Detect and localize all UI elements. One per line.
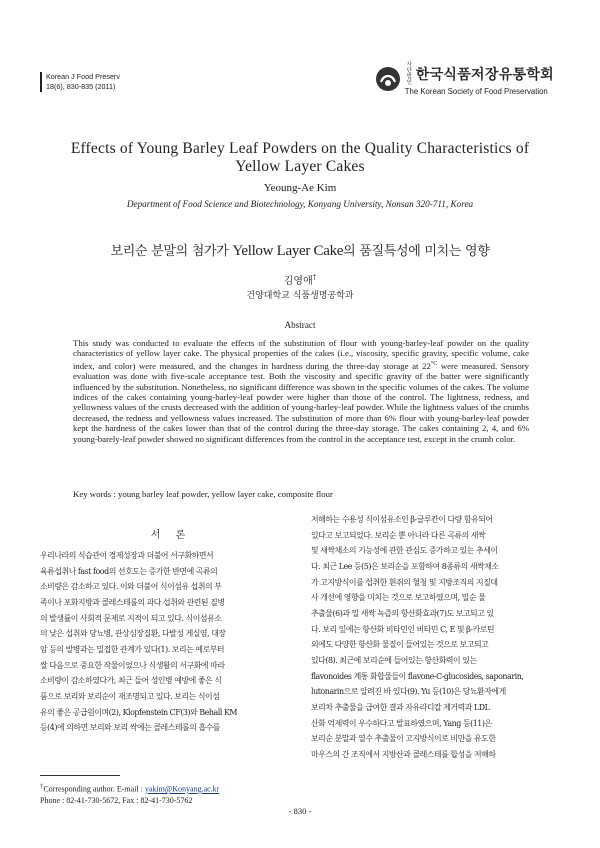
footnote — [40, 781, 219, 806]
body-text-line: 사 개선에 영향을 미치는 것으로 보고하였으며, 밀순 물 — [311, 593, 486, 603]
paper-title — [60, 140, 540, 176]
keywords: Key words : young barley leaf powder, yellow layer cake, composite flour — [73, 489, 333, 499]
body-text-line: 외에도 다양한 항산화 물질이 들어있는 것으로 보고되고 — [311, 640, 489, 650]
body-text-line: 다. 최근 Lee 등(5)은 보리순을 포함하여 8종류의 새싹채소 — [311, 561, 499, 571]
body-text-line: 육류섭취나 fast food의 선호도는 증가한 반면에 곡류의 — [40, 566, 218, 576]
body-text-line: 의 낮은 섭취와 당뇨병, 관상심장질환, 다발성 게실염, 대장 — [40, 629, 226, 639]
body-text-line: flavonoides 계통 화합물들이 flavone-C-glucosides, saponarin, — [311, 671, 524, 681]
body-text-line: 산화 억제력이 우수하다고 발표하였으며, Yang 등(11)은 — [311, 718, 492, 728]
body-text-line: 암 등의 발병과는 밀접한 관계가 있다(1). 보리는 예로부터 — [40, 644, 225, 654]
body-text-line: 우리나라의 식습관이 경제성장과 더불어 서구화하면서 — [40, 551, 214, 560]
abstract-text-1: This study was conducted to evaluate the effects of the substitution of flour with young-barley-leaf powder on the quality characteristics of yellow layer cake. The physical properties of the cakes (i.e., viscosity, specific gravity, specific volume, cake index, and color) were measured, and the changes in hardness during the three-day storage at 22 — [73, 338, 529, 371]
korean-title-en: Yellow Layer Cake — [232, 243, 344, 259]
paper-title-line1: Effects of Young Barley Leaf Powders on the Quality Characteristics of — [70, 140, 530, 157]
society-text — [405, 62, 554, 96]
korean-affiliation: 건양대학교 식품생명공학과 — [246, 291, 354, 301]
journal-reference — [40, 72, 120, 92]
paper-title-line2: Yellow Layer Cakes — [235, 158, 365, 175]
body-text-line: 있다(8). 최근에 보리순에 들어있는 항산화력이 있는 — [311, 655, 477, 665]
society-header — [375, 62, 554, 96]
body-text-line: 품으로 보리와 보리순이 재조명되고 있다. 보리는 식이섬 — [40, 691, 220, 701]
abstract-text-2: were measured. Sensory evaluation was done with five-scale acceptance test. Both the viscosity and specific gravity of the batter were significantly influenced by the substitution. Nonetheless, no significant difference was shown in the specific volumes of the cakes. The volume indices of the cakes containing young-barley-leaf powder were higher than those of the control. The lightness, redness, and yellowness values of the crusts decreased with the addition of young-barley-leaf powder. While the lightness values of the crumbs decreased, the redness and yellowness values increased. The substitution of more than 6% flour with young-barley-leaf powder kept the hardness of the cakes lower than that of the control during the three-day storage. The cakes containing 2, 4, and 6% young-barely-leaf powder showed no significant differences from the control in the acceptance test, except in the crumb color. — [73, 360, 529, 444]
page-number: - 830 - — [288, 806, 312, 816]
abstract-body — [73, 338, 529, 444]
body-text-line: 및 새싹채소의 기능성에 관한 관심도 증가하고 있는 추세이 — [311, 546, 498, 556]
body-column-left — [40, 548, 302, 736]
body-text-line: 가 고지방식이를 섭취한 흰쥐의 혈청 및 지방조직의 지질대 — [311, 577, 498, 587]
journal-volume: 18(6), 830-835 (2011) — [46, 82, 116, 91]
footnote-mark: † — [40, 783, 44, 790]
society-name-ko: 한국식품저장유통학회 — [415, 67, 554, 83]
body-text-line: 등(4)에 의하면 보리와 보리 싹에는 콜레스테롤의 흡수를 — [40, 723, 220, 733]
body-text-line: 보리차 추출물을 급여한 결과 자유라디칼 제거력과 LDL — [311, 702, 490, 712]
body-text-line: 추출물(6)과 밀 새싹 녹즙의 항산화효과(7)도 보고되고 있 — [311, 608, 494, 618]
email-link[interactable]: yakim@Konyang.ac.kr — [144, 784, 220, 794]
body-text-line: lutonarin으로 알려진 바 있다(9). Yu 등(10)은 당뇨환자에게 — [311, 687, 506, 697]
korean-title-pre: 보리순 분말의 첨가가 — [110, 244, 233, 259]
body-text-line: 다. 보리 잎에는 항산화 비타민인 비타민 C, E 및 β-카로틴 — [311, 624, 495, 634]
body-text-line: 저해하는 수용성 식이섬유소인 β-글루칸이 다량 함유되어 — [311, 515, 493, 524]
body-text-line: 의 발생률이 사회적 문제로 지적이 되고 있다. 식이섬유소 — [40, 613, 222, 623]
author-affiliation: Department of Food Science and Biotechnology, Konyang University, Nonsan 320-711, Korea — [126, 199, 474, 209]
body-text-line: 소비량이 감소하였다가, 최근 들어 성인병 예방에 좋은 식 — [40, 676, 222, 686]
korean-author-name: 김영애 — [283, 276, 313, 287]
body-text-line: 있다고 보고되었다. 보리순 뿐 아니라 다른 곡류의 새싹 — [311, 530, 486, 540]
society-type-label: 사단법인 — [406, 62, 412, 86]
body-text-line: 족이나 포화지방과 콜레스테롤의 과다 섭취와 관련된 질병 — [40, 597, 225, 607]
body-text-line: 쌀 다음으로 중요한 작물이었으나 식생활의 서구화에 따라 — [40, 660, 225, 670]
corresponding-mark: † — [312, 273, 317, 282]
korean-title-post: 의 품질특성에 미치는 영향 — [343, 244, 490, 259]
journal-name: Korean J Food Preserv — [46, 72, 120, 81]
author-name: Yeoung-Ae Kim — [263, 182, 337, 194]
body-text-line: 소비량은 감소하고 있다. 이와 더불어 식이섬유 섭취의 부 — [40, 582, 222, 592]
degree-unit: °C — [430, 360, 438, 367]
body-text-line: 보리순 분말과 열수 추출물이 고지방식이로 비만을 유도한 — [311, 734, 496, 744]
body-text-line: 마우스의 간 조직에서 지방산과 콜레스테롤 합성을 저해하 — [311, 749, 496, 759]
footnote-label: Corresponding author. E-mail : — [43, 784, 145, 794]
body-column-right — [311, 512, 566, 763]
society-name-en: The Korean Society of Food Preservation — [404, 87, 548, 96]
abstract-heading: Abstract — [284, 320, 316, 330]
body-text-line: 유의 좋은 공급원이며(2), Klopfenstein CF(3)와 Behall KM — [40, 707, 238, 717]
footnote-divider — [40, 775, 120, 776]
phone-fax-line: Phone : 82-41-730-5672, Fax : 82-41-730-5762 — [40, 795, 193, 805]
society-logo-icon — [375, 66, 401, 92]
corresponding-author-line — [40, 781, 219, 795]
korean-author — [0, 272, 600, 287]
section-heading-introduction: 서 론 — [150, 530, 192, 541]
korean-title — [0, 240, 600, 260]
